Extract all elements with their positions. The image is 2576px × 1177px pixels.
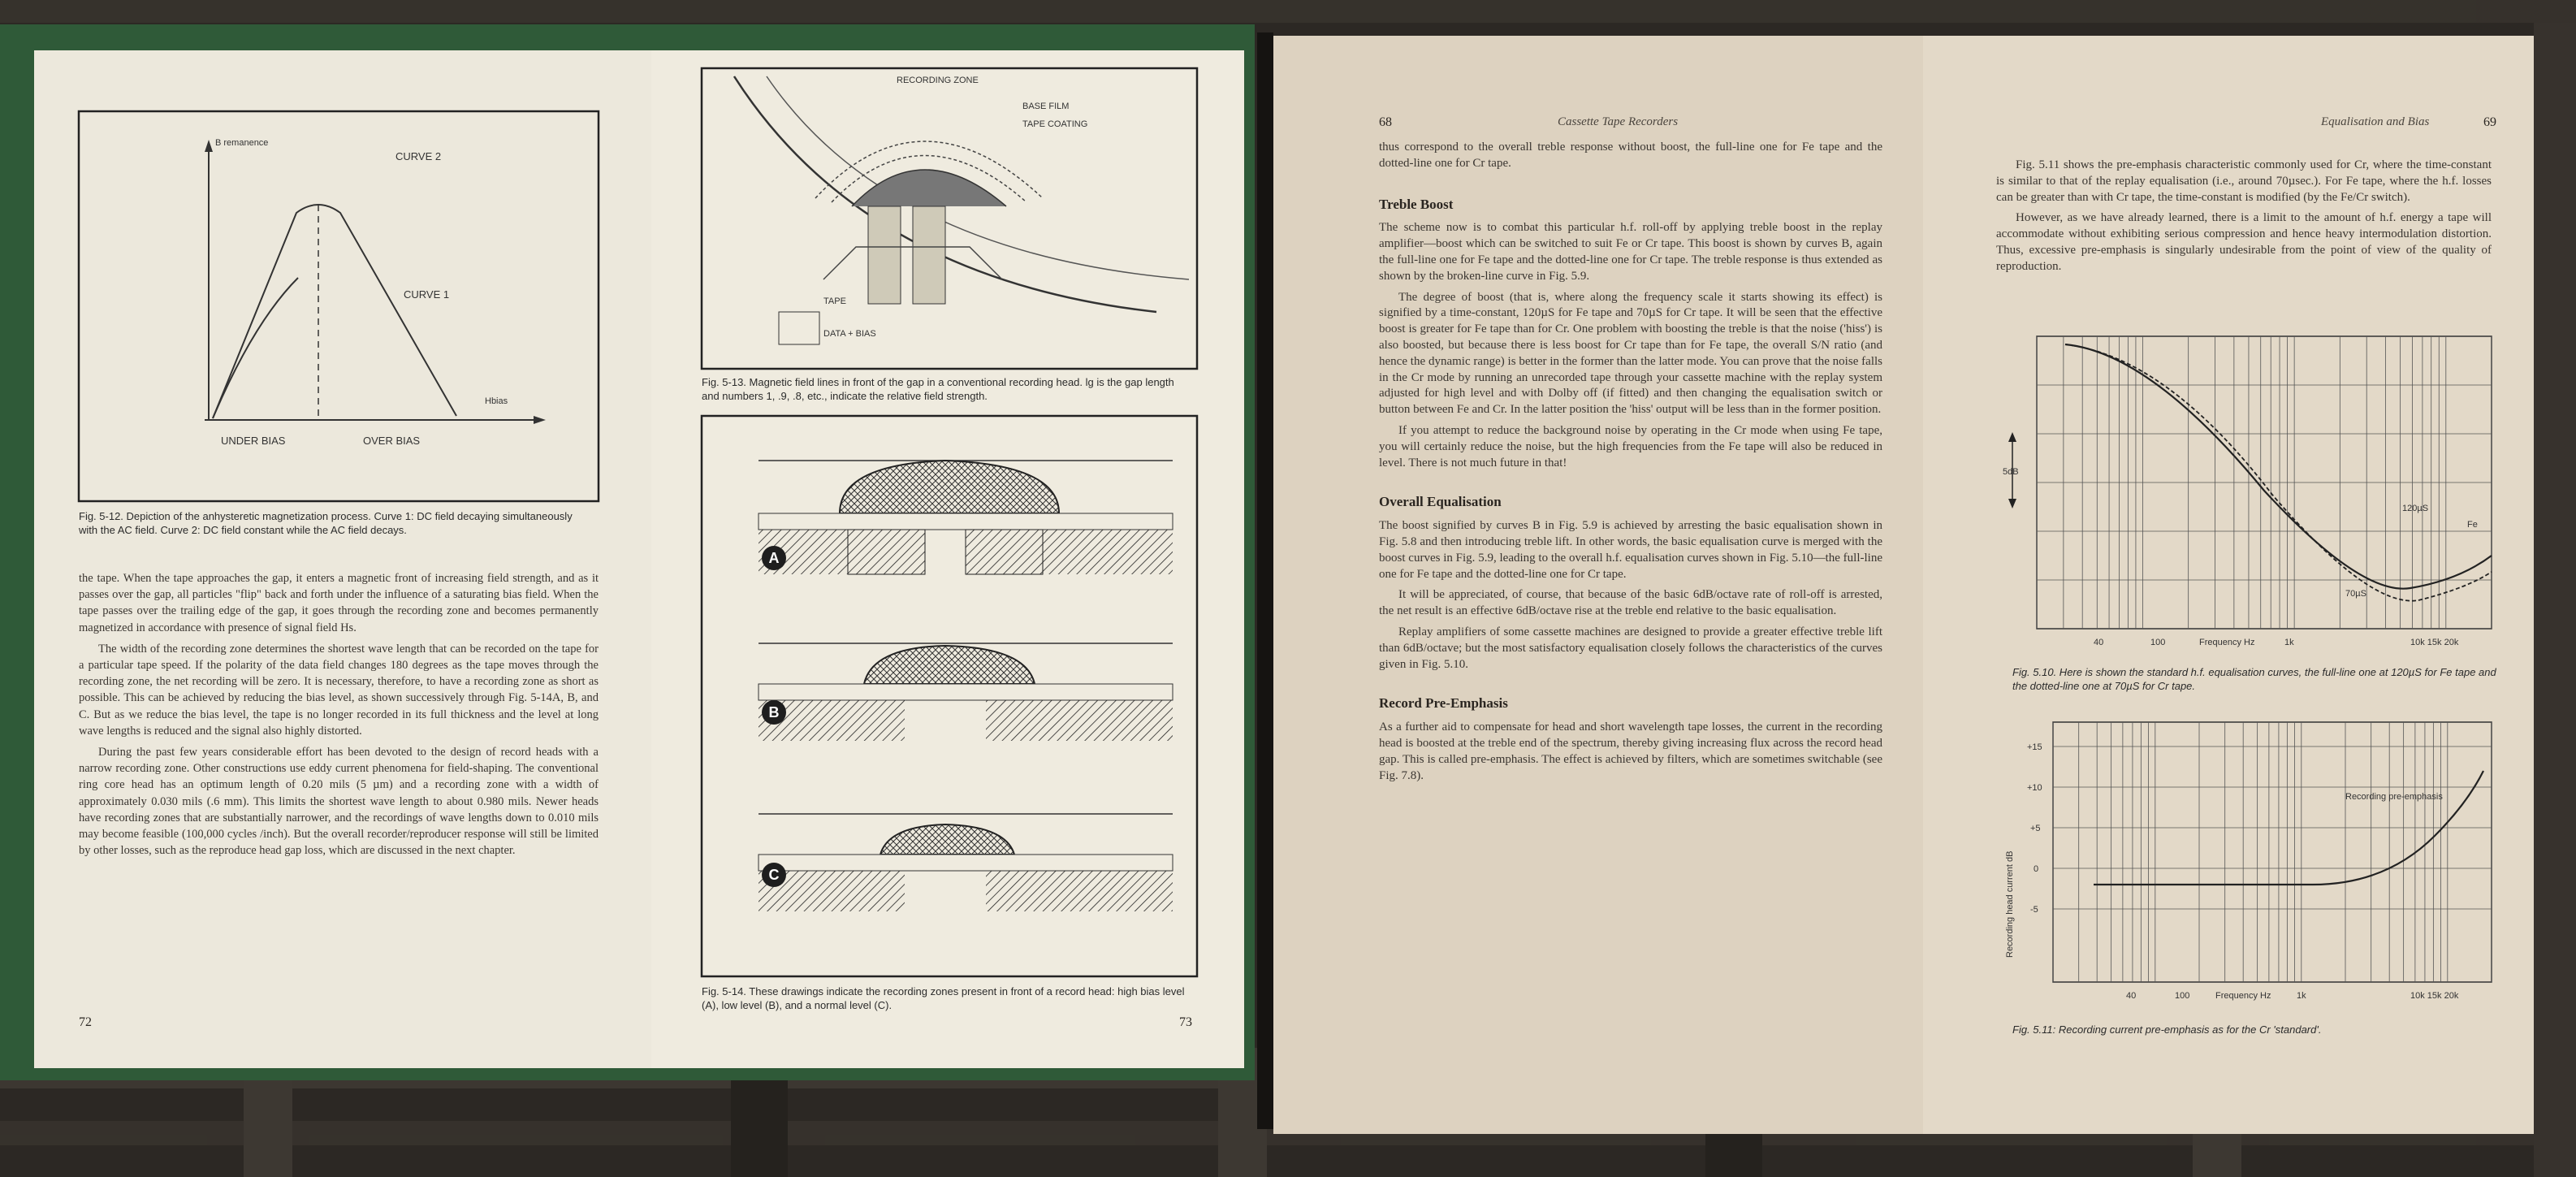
page-72-body [79, 570, 599, 863]
y-tick: +5 [2030, 824, 2041, 833]
figure-5-13-caption: Fig. 5-13. Magnetic field lines in front of the gap in a conventional recording head. lg is the gap length and numbers 1, .9, .8, etc., indicate the relative field strength. [702, 376, 1174, 402]
figure-5-13 [702, 68, 1197, 369]
paragraph: Fig. 5.11 shows the pre-emphasis characteristic commonly used for Cr, where the time-constant is similar to that of the replay equalisation (i.e., around 70µsec.). For Fe tape, where the h.f. losses can be greater than with Cr tape, the time-constant is modified (by the Fe/Cr switch). [1996, 158, 2492, 204]
x-axis-label: Hbias [485, 396, 508, 406]
page-68-body [1379, 140, 1882, 789]
figure-5-14-caption: Fig. 5-14. These drawings indicate the recording zones present in front of a record head: high bias level (A), low level (B), and a normal level (C). [702, 985, 1185, 1011]
under-bias-label: UNDER BIAS [221, 435, 286, 447]
curve-2-line [213, 205, 456, 418]
y-axis-label: B remanence [215, 138, 269, 148]
label-c: C [762, 863, 786, 887]
page-73 [651, 50, 1244, 1068]
page-number-72: 72 [79, 1015, 92, 1029]
paragraph: If you attempt to reduce the background noise by operating in the Cr mode when using Fe tape, you will certainly reduce the noise, but the high frequencies from the Fe tape will also be reduced in level. There is not much future in that! [1379, 423, 1882, 470]
y-tick: +15 [2027, 742, 2042, 752]
paragraph: Replay amplifiers of some cassette machines are designed to provide a greater effective treble lift than 6dB/octave; but the most satisfactory equalisation closely follows the characteristics of the curves given in Fig. 5.10. [1379, 625, 1882, 671]
tick-label: 1k [2297, 991, 2306, 1001]
figure-5-10 [2004, 328, 2500, 669]
heading-overall-equalisation: Overall Equalisation [1379, 494, 1502, 510]
page-number-73: 73 [1179, 1015, 1192, 1029]
paragraph: The scheme now is to combat this particular h.f. roll-off by applying treble boost in the replay amplifier—boost which can be switched to suit Fe or Cr tape. This boost is shown by curves B, again the full-line one for Fe tape and the dotted-line one for Cr tape. The treble response is thus extended as shown by the broken-line curve in Fig. 5.9. [1379, 221, 1882, 283]
drawing-c [759, 814, 1173, 911]
curve-1-line [213, 278, 298, 418]
drawing-a [759, 461, 1173, 574]
paragraph: The width of the recording zone determines the shortest wave length that can be recorded on the tape for a particular tape speed. If the polarity of the data field changes 180 degrees as the tape moves through the recording zone, the net recording will be zero. It is necessary, therefore, to have a recording zone as short as possible. This can be achieved by reducing the bias level, as shown successively through Fig. 5-14A, B, and C. But as we reduce the bias level, the tape is no longer recorded in its full thickness and the level at long wave lengths is reduced and the signal also highly distorted. [79, 642, 599, 738]
paragraph: The boost signified by curves B in Fig. 5.9 is achieved by arresting the basic equalisation shown in Fig. 5.8 and then introducing treble lift. In other words, the basic equalisation curve is merged with the boost curves in Fig. 5.9, leading to the overall h.f. equalisation curves shown in Fig. 5.10—the full-line one for Fe tape and the dotted-line one for Cr tape. [1379, 519, 1882, 581]
figure-5-12 [79, 111, 599, 501]
heading-record-pre-emphasis: Record Pre-Emphasis [1379, 695, 1508, 712]
page-69-body [1996, 158, 2492, 280]
tick-label: 100 [2150, 638, 2166, 647]
page-number-68: 68 [1379, 115, 1392, 129]
page-69 [1923, 36, 2534, 1134]
figure-5-10-caption: Fig. 5.10. Here is shown the standard h.f. equalisation curves, the full-line one at 120µS for Fe tape and the dotted-line one at 70µS for Cr tape. [2012, 666, 2496, 692]
cr-curve [2065, 344, 2492, 601]
running-head-69: Equalisation and Bias [2321, 115, 2430, 128]
page-number-69: 69 [2483, 115, 2496, 129]
drawing-b [759, 643, 1173, 741]
page-72 [34, 50, 651, 1068]
tick-label: Frequency Hz [2199, 638, 2255, 647]
page-68 [1273, 36, 1923, 1134]
base-film-label: BASE FILM [1022, 102, 1070, 111]
over-bias-label: OVER BIAS [363, 435, 421, 447]
y-tick: +10 [2027, 783, 2042, 793]
heading-treble-boost: Treble Boost [1379, 196, 1454, 212]
label-120us: 120µS [2402, 504, 2429, 513]
y-tick: 0 [2034, 864, 2039, 874]
recording-zone-label: RECORDING ZONE [897, 76, 979, 85]
curve-2-label: CURVE 2 [395, 150, 442, 162]
tick-label: 40 [2094, 638, 2104, 647]
figure-5-14 [702, 416, 1197, 976]
label-70us: 70µS [2345, 589, 2366, 599]
tick-label: Frequency Hz [2215, 991, 2271, 1001]
label-b: B [762, 700, 786, 725]
label-fe: Fe [2467, 520, 2478, 530]
figure-5-11 [2004, 714, 2500, 1023]
paragraph: As a further aid to compensate for head and short wavelength tape losses, the current in the recording head is boosted at the treble end of the spectrum, thereby giving increasing flux across the record head gap. This is called pre-emphasis. The effect is achieved by filters, which are sometimes switchable (see Fig. 7.8). [1379, 720, 1882, 782]
fig511-ylabel: Recording head current dB [2005, 850, 2015, 958]
intro-paragraph: thus correspond to the overall treble response without boost, the full-line one for Fe tape and the dotted-line one for Cr tape. [1379, 141, 1882, 170]
figure-5-12-caption: Fig. 5-12. Depiction of the anhysteretic magnetization process. Curve 1: DC field decaying simultaneously with the AC field. Curve 2: DC field constant while the AC field decays. [79, 510, 573, 536]
paragraph: During the past few years considerable effort has been devoted to the design of record heads with a narrow recording zone. Other constructions use eddy current phenomena for field-shaping. The conventional ring core head has an optimum length of 0.20 mils (5 µm) and a recording zone with a width of approximately 0.030 mils (.6 mm). This limits the shortest wave length to about 0.980 mils. Newer heads have recording zones that are substantially narrower, and the recordings of wave lengths down to 0.010 mils may become feasible (100,000 cycles /inch). But the overall recorder/reproducer response will still be limited by other losses, such as the reproduce head gap loss, which are discussed in the next chapter. [79, 746, 599, 858]
paragraph: It will be appreciated, of course, that because of the basic 6dB/octave rate of roll-off is arrested, the net result is an effective 6dB/octave rise at the treble end relative to the basic equalisation. [1379, 588, 1882, 618]
paragraph: The degree of boost (that is, where along the frequency scale it starts showing its effect) is signified by a time-constant, 120µS for Fe tape and 70µS for Cr tape. It will be seen that the effective boost is greater for Fe tape than for Cr. One problem with boosting the treble is that the noise ('hiss') is also boosted, but because there is less boost for Cr tape than for Fe tape, the overall S/N ratio (and hence the dynamic range) is better in the former than the latter mode. You can prove that the noise falls in the Cr mode by running an unrecorded tape through your cassette machine with the replay system adjusted for high level and with Dolby off (if fitted) and then changing the equalisation switch or button between Fe and Cr. In the latter position the 'hiss' output will be less than in the former position. [1379, 290, 1882, 417]
tick-label: 1k [2284, 638, 2294, 647]
label-a: A [762, 546, 786, 570]
tick-label: 100 [2175, 991, 2190, 1001]
fig510-ylabel: 5dB [2003, 467, 2019, 477]
figure-5-11-caption: Fig. 5.11: Recording current pre-emphasis as for the Cr 'standard'. [2012, 1023, 2322, 1036]
tick-label: 40 [2126, 991, 2137, 1001]
tick-label: 10k 15k 20k [2410, 991, 2459, 1001]
fe-curve [2065, 344, 2492, 589]
paragraph: the tape. When the tape approaches the gap, it enters a magnetic front of increasing field strength, and as it passes over the gap, all particles "flip" back and forth under the influence of a saturating bias field. When the tape passes over the trailing edge of the gap, it goes through the recording zone and becomes permanently magnetized in accordance with presence of signal field Hs. [79, 572, 599, 634]
running-head-68: Cassette Tape Recorders [1558, 115, 1679, 128]
data-bias-label: DATA + BIAS [823, 329, 876, 339]
pre-emphasis-label: Recording pre-emphasis [2345, 792, 2443, 802]
tape-coating-label: TAPE COATING [1022, 119, 1088, 129]
y-tick: -5 [2030, 905, 2038, 915]
curve-1-label: CURVE 1 [404, 288, 450, 301]
tick-label: 10k 15k 20k [2410, 638, 2459, 647]
paragraph: However, as we have already learned, there is a limit to the amount of h.f. energy a tape will accommodate without exhibiting serious compression and hence heavy intermodulation distortion. Thus, excessive pre-emphasis is singularly undesirable from the point of view of the quality of reproduction. [1996, 211, 2492, 273]
tape-label: TAPE [823, 296, 846, 306]
